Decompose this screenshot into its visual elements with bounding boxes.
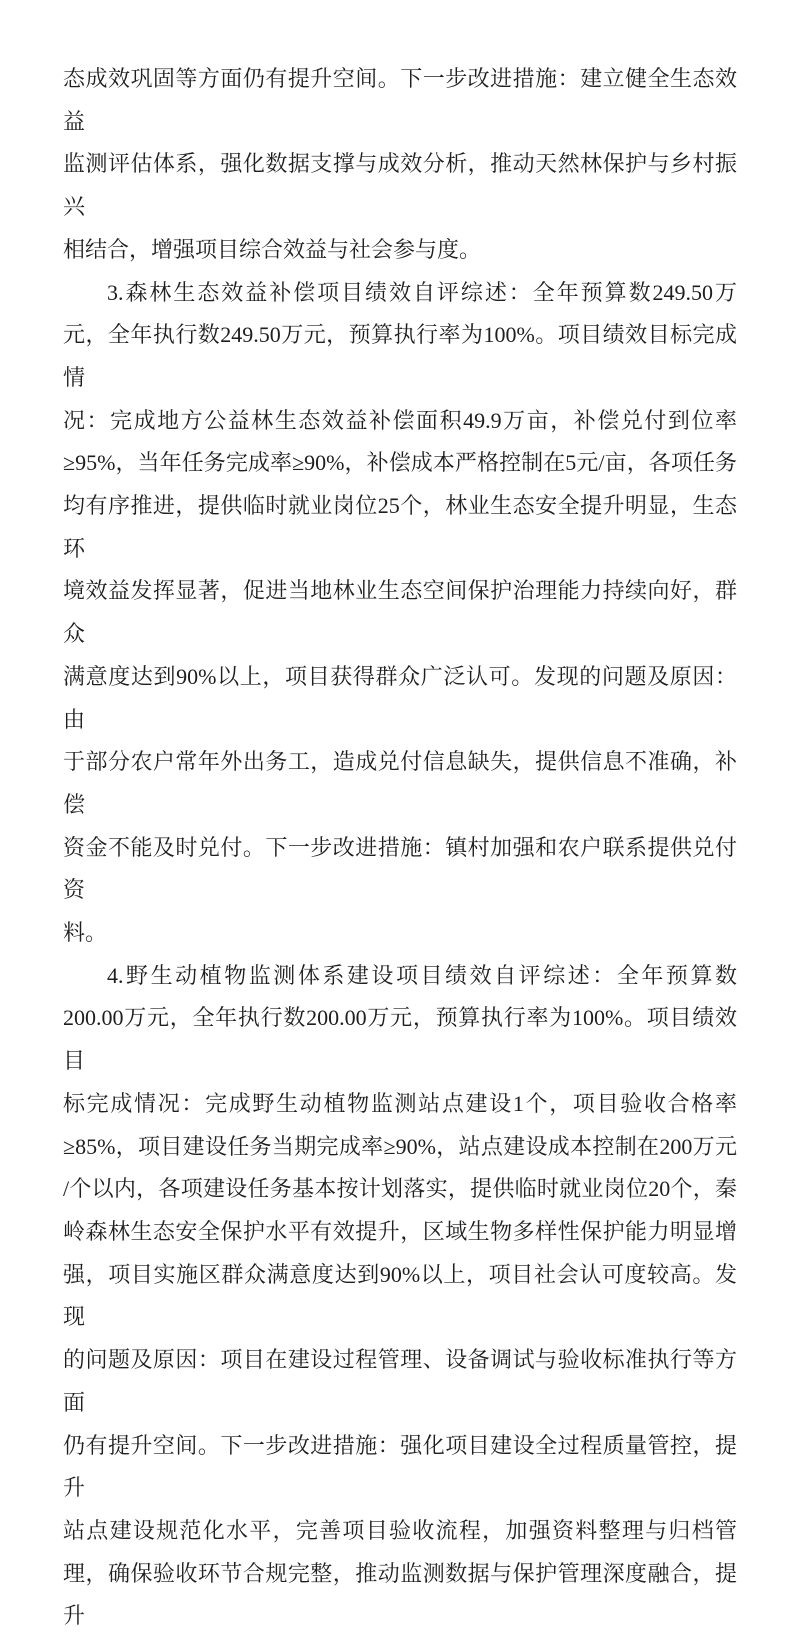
text-line: 满意度达到90%以上，项目获得群众广泛认可。发现的问题及原因：由 <box>63 663 737 732</box>
para-continuation <box>63 58 737 272</box>
text-line: 于部分农户常年外出务工，造成兑付信息缺失，提供信息不准确，补偿 <box>63 749 737 817</box>
text-line: 资金不能及时兑付。下一步改进措施：镇村加强和农户联系提供兑付资 <box>63 834 737 903</box>
text-line: 站点建设规范化水平，完善项目验收流程，加强资料整理与归档管 <box>63 1517 737 1543</box>
text-line: 强，项目实施区群众满意度达到90%以上，项目社会认可度较高。发现 <box>63 1261 737 1330</box>
para-item-3 <box>63 272 737 955</box>
text-line: 200.00万元，全年执行数200.00万元，预算执行率为100%。项目绩效目 <box>63 1005 737 1074</box>
text-line: /个以内，各项建设任务基本按计划落实，提供临时就业岗位20个，秦 <box>63 1176 737 1202</box>
text-line: 态成效巩固等方面仍有提升空间。下一步改进措施：建立健全生态效益 <box>63 66 737 134</box>
text-line: 况：完成地方公益林生态效益补偿面积49.9万亩，补偿兑付到位率 <box>63 407 737 433</box>
text-line: 4.野生动植物监测体系建设项目绩效自评综述：全年预算数 <box>107 962 737 988</box>
text-line: 均有序推进，提供临时就业岗位25个，林业生态安全提升明显，生态环 <box>63 493 737 561</box>
text-line: 仍有提升空间。下一步改进措施：强化项目建设全过程质量管控，提升 <box>63 1432 737 1501</box>
text-line: 的问题及原因：项目在建设过程管理、设备调试与验收标准执行等方面 <box>63 1347 737 1415</box>
para-item-4 <box>63 955 737 1638</box>
text-line: 理，确保验收环节合规完整，推动监测数据与保护管理深度融合，提升 <box>63 1560 737 1629</box>
text-line: 元，全年执行数249.50万元，预算执行率为100%。项目绩效目标完成情 <box>63 322 737 390</box>
text-line: 料。 <box>63 920 108 946</box>
text-line: 相结合，增强项目综合效益与社会参与度。 <box>63 236 482 262</box>
text-line: 监测评估体系，强化数据支撑与成效分析，推动天然林保护与乡村振兴 <box>63 151 737 220</box>
text-line: 标完成情况：完成野生动植物监测站点建设1个，项目验收合格率 <box>63 1090 737 1116</box>
text-line: 岭森林生态安全保护水平有效提升，区域生物多样性保护能力明显增 <box>63 1218 737 1244</box>
text-line: 3.森林生态效益补偿项目绩效自评综述：全年预算数249.50万 <box>107 279 737 305</box>
text-line: ≥85%，项目建设任务当期完成率≥90%，站点建设成本控制在200万元 <box>63 1133 737 1159</box>
text-line: 境效益发挥显著，促进当地林业生态空间保护治理能力持续向好，群众 <box>63 578 737 647</box>
text-line: ≥95%，当年任务完成率≥90%，补偿成本严格控制在5元/亩，各项任务 <box>63 450 737 476</box>
